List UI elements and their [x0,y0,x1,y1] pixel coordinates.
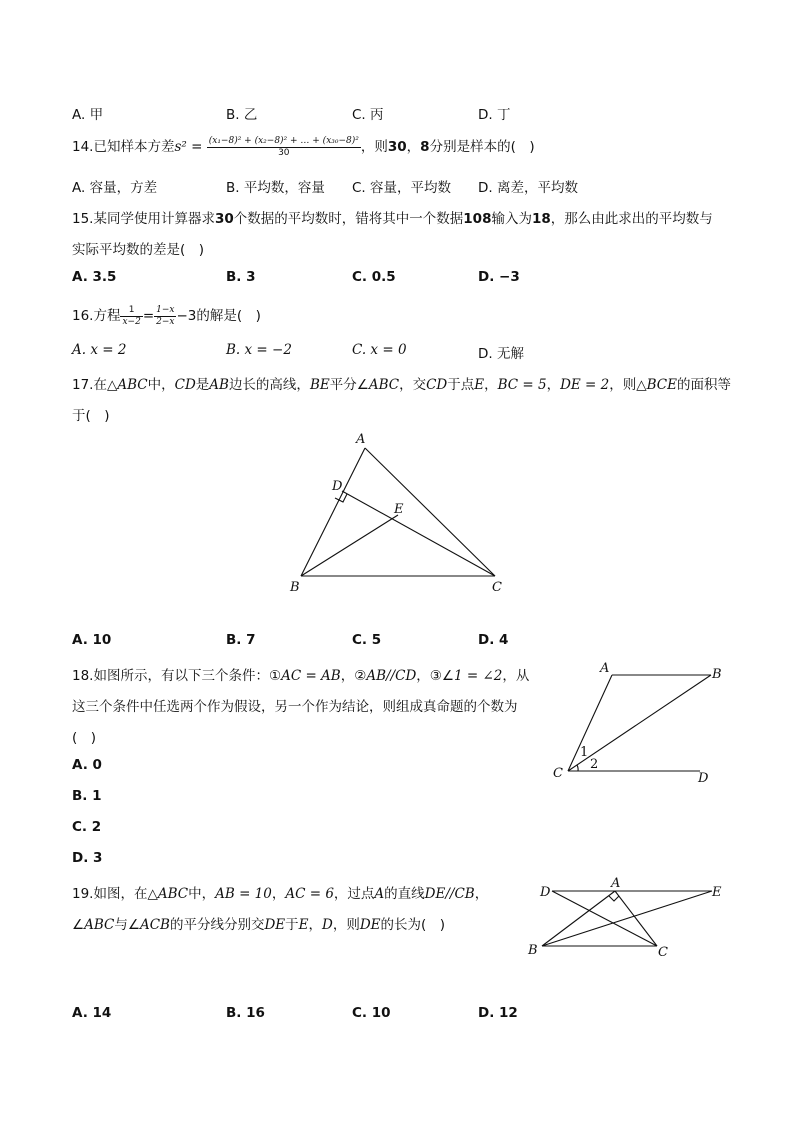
q16-prefix: 16.方程 [72,308,121,324]
q15-option-b[interactable]: B. 3 [226,269,256,285]
q19-ab10: AB = 10 [215,886,272,902]
q17-t8: ， [484,377,498,393]
q19-triangle-figure [522,874,732,964]
q17-stem-line1 [72,373,731,393]
q16-fraction-left [120,305,142,328]
q18-option-a-row [72,757,112,777]
q19-option-b[interactable]: B. 16 [226,1005,265,1021]
q18-condition-2: AB//CD [366,668,417,684]
q18-stem-line1 [72,664,529,684]
q14-number: 14. [72,139,94,155]
q19-t5: 的直线 [384,886,425,902]
q13-option-a[interactable]: A. 甲 [72,107,104,123]
q19-l2dd: D [322,917,333,933]
q17-t1: 17.在△ [72,377,118,393]
q15-text-c: 输入为 [491,211,532,227]
q17-bisector-be [301,515,398,576]
q19-stem-line2 [72,913,445,933]
q17-ab: AB [209,377,229,393]
q18-option-c-row [72,819,112,839]
q17-option-b[interactable]: B. 7 [226,632,256,648]
q18-option-c[interactable]: C. 2 [72,819,102,835]
q16-minus-three: −3 [176,308,197,324]
q18-label-a: A [600,661,610,676]
q16-stem [72,304,261,328]
q19-l2a: ∠ [72,917,85,933]
q14-fraction-numerator: (x₁−8)² + (x₂−8)² + … + (x₃₀−8)² [208,135,359,146]
q17-t7: 于点 [447,377,475,393]
q15-stem-line1 [72,207,713,227]
q17-stem-line2: 于( ) [72,408,110,424]
q14-suffix-b: 分别是样本的( ) [429,139,535,155]
q19-label-e: E [712,885,722,900]
q19-decb: DE//CB [424,886,475,902]
q18-label-angle-2: 2 [590,757,599,772]
q18-t3: ，③∠ [416,668,454,684]
q19-label-b: B [528,943,538,958]
q16-f2-denominator: 2−x [156,316,175,327]
q18-t2: ，② [340,668,367,684]
q16-option-d[interactable]: D. 无解 [478,346,524,362]
q17-t3: 是 [195,377,210,393]
q19-right-angle-mark [609,896,619,901]
q16-options [72,342,592,362]
q15-text-b: 个数据的平均数时，错将其中一个数据 [233,211,464,227]
q19-l2c: 的平分线分别交 [169,917,265,933]
q18-option-d[interactable]: D. 3 [72,850,103,866]
q19-l2e: E [298,917,309,933]
q19-label-c: C [658,945,668,960]
q19-l2d: 于 [285,917,299,933]
q18-condition-1: AC = AB [281,668,341,684]
q18-parallel-figure [546,655,736,787]
q16-equals: = [142,308,155,324]
q18-stem-line2: 这三个条件中任选两个作为假设，另一个作为结论，则组成真命题的个数为 [72,699,518,715]
q16-option-c[interactable]: C. x = 0 [352,342,407,358]
q15-option-a[interactable]: A. 3.5 [72,269,117,285]
q17-label-e: E [394,502,404,517]
q18-option-a[interactable]: A. 0 [72,757,102,773]
q16-f1-denominator: x−2 [122,316,141,327]
q18-option-b[interactable]: B. 1 [72,788,102,804]
q19-t6: ， [474,886,489,902]
q16-fraction-right [154,305,176,328]
q15-option-c[interactable]: C. 0.5 [352,269,396,285]
q14-n8: 8 [420,139,430,155]
q17-bce: BCE [646,377,677,393]
q13-option-d[interactable]: D. 丁 [478,107,511,123]
q18-label-d: D [698,771,709,786]
q19-a: A [374,886,385,902]
q16-option-a[interactable]: A. x = 2 [72,342,127,358]
q17-option-c[interactable]: C. 5 [352,632,382,648]
q14-options [72,176,592,196]
q18-stem-line3: ( ) [72,730,97,746]
q16-f1-numerator: 1 [120,305,142,317]
q15-stem-line2: 实际平均数的差是( ) [72,242,205,258]
q16-option-b[interactable]: B. x = −2 [226,342,292,358]
q14-option-b[interactable]: B. 平均数，容量 [226,180,325,196]
q19-l2acb: ACB [139,917,170,933]
q15-options [72,269,592,289]
q17-option-a[interactable]: A. 10 [72,632,112,648]
q15-text-a: 15.某同学使用计算器求 [72,211,215,227]
q19-option-c[interactable]: C. 10 [352,1005,391,1021]
q19-l2g: ，则 [332,917,360,933]
q17-t2: 中， [147,377,175,393]
q17-abc: ABC [117,377,148,393]
q15-n108: 108 [463,211,492,227]
q18-label-angle-1: 1 [580,745,589,760]
q17-bc5: BC = 5 [497,377,547,393]
q14-prefix: 已知样本方差 [93,139,175,155]
q16-f2-numerator: 1−x [156,304,175,315]
q17-label-c: C [492,580,502,595]
q15-n30: 30 [214,211,234,227]
q18-option-b-row [72,788,112,808]
q14-comma: ， [406,139,421,155]
q17-label-a: A [356,432,366,447]
q17-option-d[interactable]: D. 4 [478,632,509,648]
q18-condition-3: 1 = ∠2 [453,668,503,684]
q18-label-c: C [553,766,563,781]
q17-label-b: B [290,580,300,595]
q18-option-d-row [72,850,112,870]
q19-option-d[interactable]: D. 12 [478,1005,518,1021]
q18-t1: 18.如图所示，有以下三个条件：① [72,668,282,684]
q19-l2de: DE [264,917,286,933]
q17-t11: 的面积等 [677,377,731,393]
q19-abc: ABC [157,886,189,902]
q17-de2: DE = 2 [560,377,610,393]
q13-options [72,103,592,123]
q17-t10: ，则△ [609,377,647,393]
q19-l2f: ， [308,917,323,933]
q17-altitude-cd [342,491,495,576]
q16-suffix: 的解是( ) [196,308,261,324]
q19-options [72,1005,592,1025]
q17-side-ac [365,448,495,576]
q17-t4: 边长的高线， [228,377,310,393]
q19-stem-line1 [72,882,488,902]
q15-text-d: ，那么由此求出的平均数与 [550,211,713,227]
q14-option-d[interactable]: D. 离差，平均数 [478,180,578,196]
q19-label-a: A [611,876,621,891]
q19-option-a[interactable]: A. 14 [72,1005,112,1021]
q19-l2h: 的长为( ) [380,917,446,933]
q19-l2b: 与∠ [114,917,140,933]
q19-l2de2: DE [359,917,381,933]
q17-abc2: ABC [368,377,400,393]
q14-stem [72,135,535,159]
q17-cd2: CD [426,377,448,393]
q14-option-a[interactable]: A. 容量，方差 [72,180,158,196]
q17-t6: ，交 [399,377,427,393]
q17-t5: 平分∠ [329,377,369,393]
q17-cd: CD [174,377,196,393]
q19-t2: 中， [188,886,216,902]
q19-l2abc: ABC [84,917,115,933]
q13-option-c[interactable]: C. 丙 [352,107,384,123]
q17-options [72,632,592,652]
q14-option-c[interactable]: C. 容量，平均数 [352,180,452,196]
q19-label-d: D [540,885,551,900]
q18-angle-arc [577,765,578,771]
q15-option-d[interactable]: D. −3 [478,269,520,285]
q17-triangle-figure [280,428,520,600]
q18-t4: ，从 [502,668,530,684]
q18-label-b: B [712,667,722,682]
q17-label-d: D [332,479,343,494]
q14-fraction-denominator: 30 [278,147,290,158]
q13-option-b[interactable]: B. 乙 [226,107,258,123]
q19-t4: ，过点 [333,886,375,902]
q17-t9: ， [546,377,561,393]
q15-n18: 18 [531,211,551,227]
q19-t3: ， [271,886,286,902]
q19-ac6: AC = 6 [285,886,334,902]
q17-be: BE [309,377,330,393]
q14-suffix-a: ，则 [360,139,388,155]
q14-s2: s² = [174,139,203,155]
q17-side-ab [301,448,365,576]
q14-variance-fraction [207,136,361,159]
q14-n30: 30 [387,139,407,155]
q17-e: E [474,377,485,393]
q19-side-ac [615,891,657,946]
q19-t1: 19.如图，在△ [72,886,158,902]
